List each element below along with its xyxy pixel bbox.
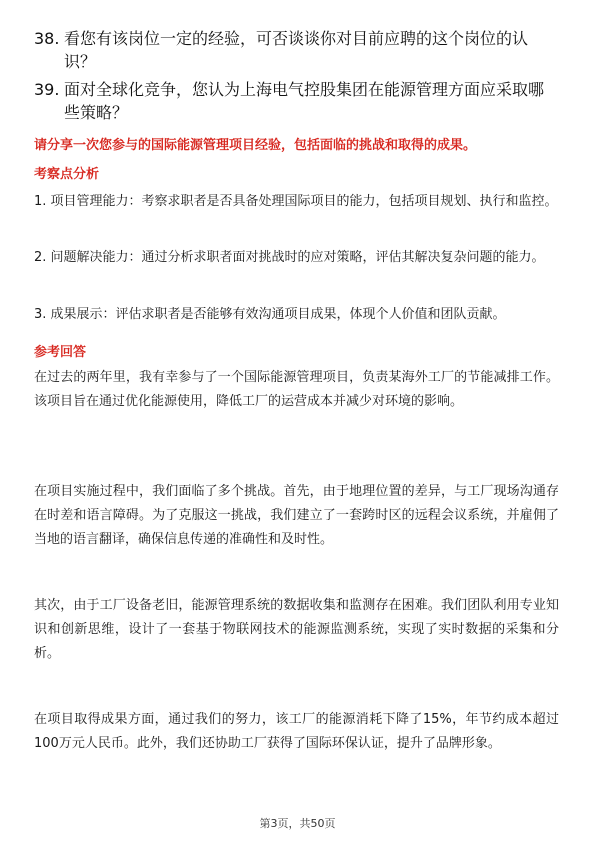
answer-paragraph-4: 在项目取得成果方面，通过我们的努力，该工厂的能源消耗下降了15%，年节约成本超过100万元人民币。此外，我们还协助工厂获得了国际环保认证，提升了品牌形象。 — [34, 712, 559, 751]
page-footer: 第3页，共50页 — [259, 817, 336, 830]
question-number: 39. — [34, 80, 60, 99]
question-text: 看您有该岗位一定的经验，可否谈谈你对目前应聘的这个岗位的认识？ — [64, 29, 529, 71]
analysis-item-3: 3. 成果展示：评估求职者是否能够有效沟通项目成果，体现个人价值和团队贡献。 — [34, 307, 506, 322]
question-number: 38. — [34, 29, 60, 48]
question-text: 面对全球化竞争，您认为上海电气控股集团在能源管理方面应采取哪些策略？ — [64, 80, 545, 122]
answer-paragraph-3: 其次，由于工厂设备老旧，能源管理系统的数据收集和监测存在困难。我们团队利用专业知识和创新思维，设计了一套基于物联网技术的能源监测系统，实现了实时数据的采集和分析。 — [34, 598, 559, 661]
question-38 — [34, 27, 562, 73]
analysis-item-1: 1. 项目管理能力：考察求职者是否具备处理国际项目的能力，包括项目规划、执行和监控。 — [34, 194, 558, 209]
answer-paragraph-2: 在项目实施过程中，我们面临了多个挑战。首先，由于地理位置的差异，与工厂现场沟通存在时差和语言障碍。为了克服这一挑战，我们建立了一套跨时区的远程会议系统，并雇佣了当地的语言翻译，确保信息传递的准确性和及时性。 — [34, 484, 559, 547]
answer-title: 参考回答 — [34, 345, 87, 360]
question-39 — [34, 78, 562, 124]
analysis-item-2: 2. 问题解决能力：通过分析求职者面对挑战时的应对策略，评估其解决复杂问题的能力。 — [34, 250, 545, 265]
analysis-title: 考察点分析 — [34, 167, 100, 182]
answer-paragraph-1: 在过去的两年里，我有幸参与了一个国际能源管理项目，负责某海外工厂的节能减排工作。该项目旨在通过优化能源使用，降低工厂的运营成本并减少对环境的影响。 — [34, 370, 559, 409]
highlight-question: 请分享一次您参与的国际能源管理项目经验，包括面临的挑战和取得的成果。 — [34, 138, 477, 153]
